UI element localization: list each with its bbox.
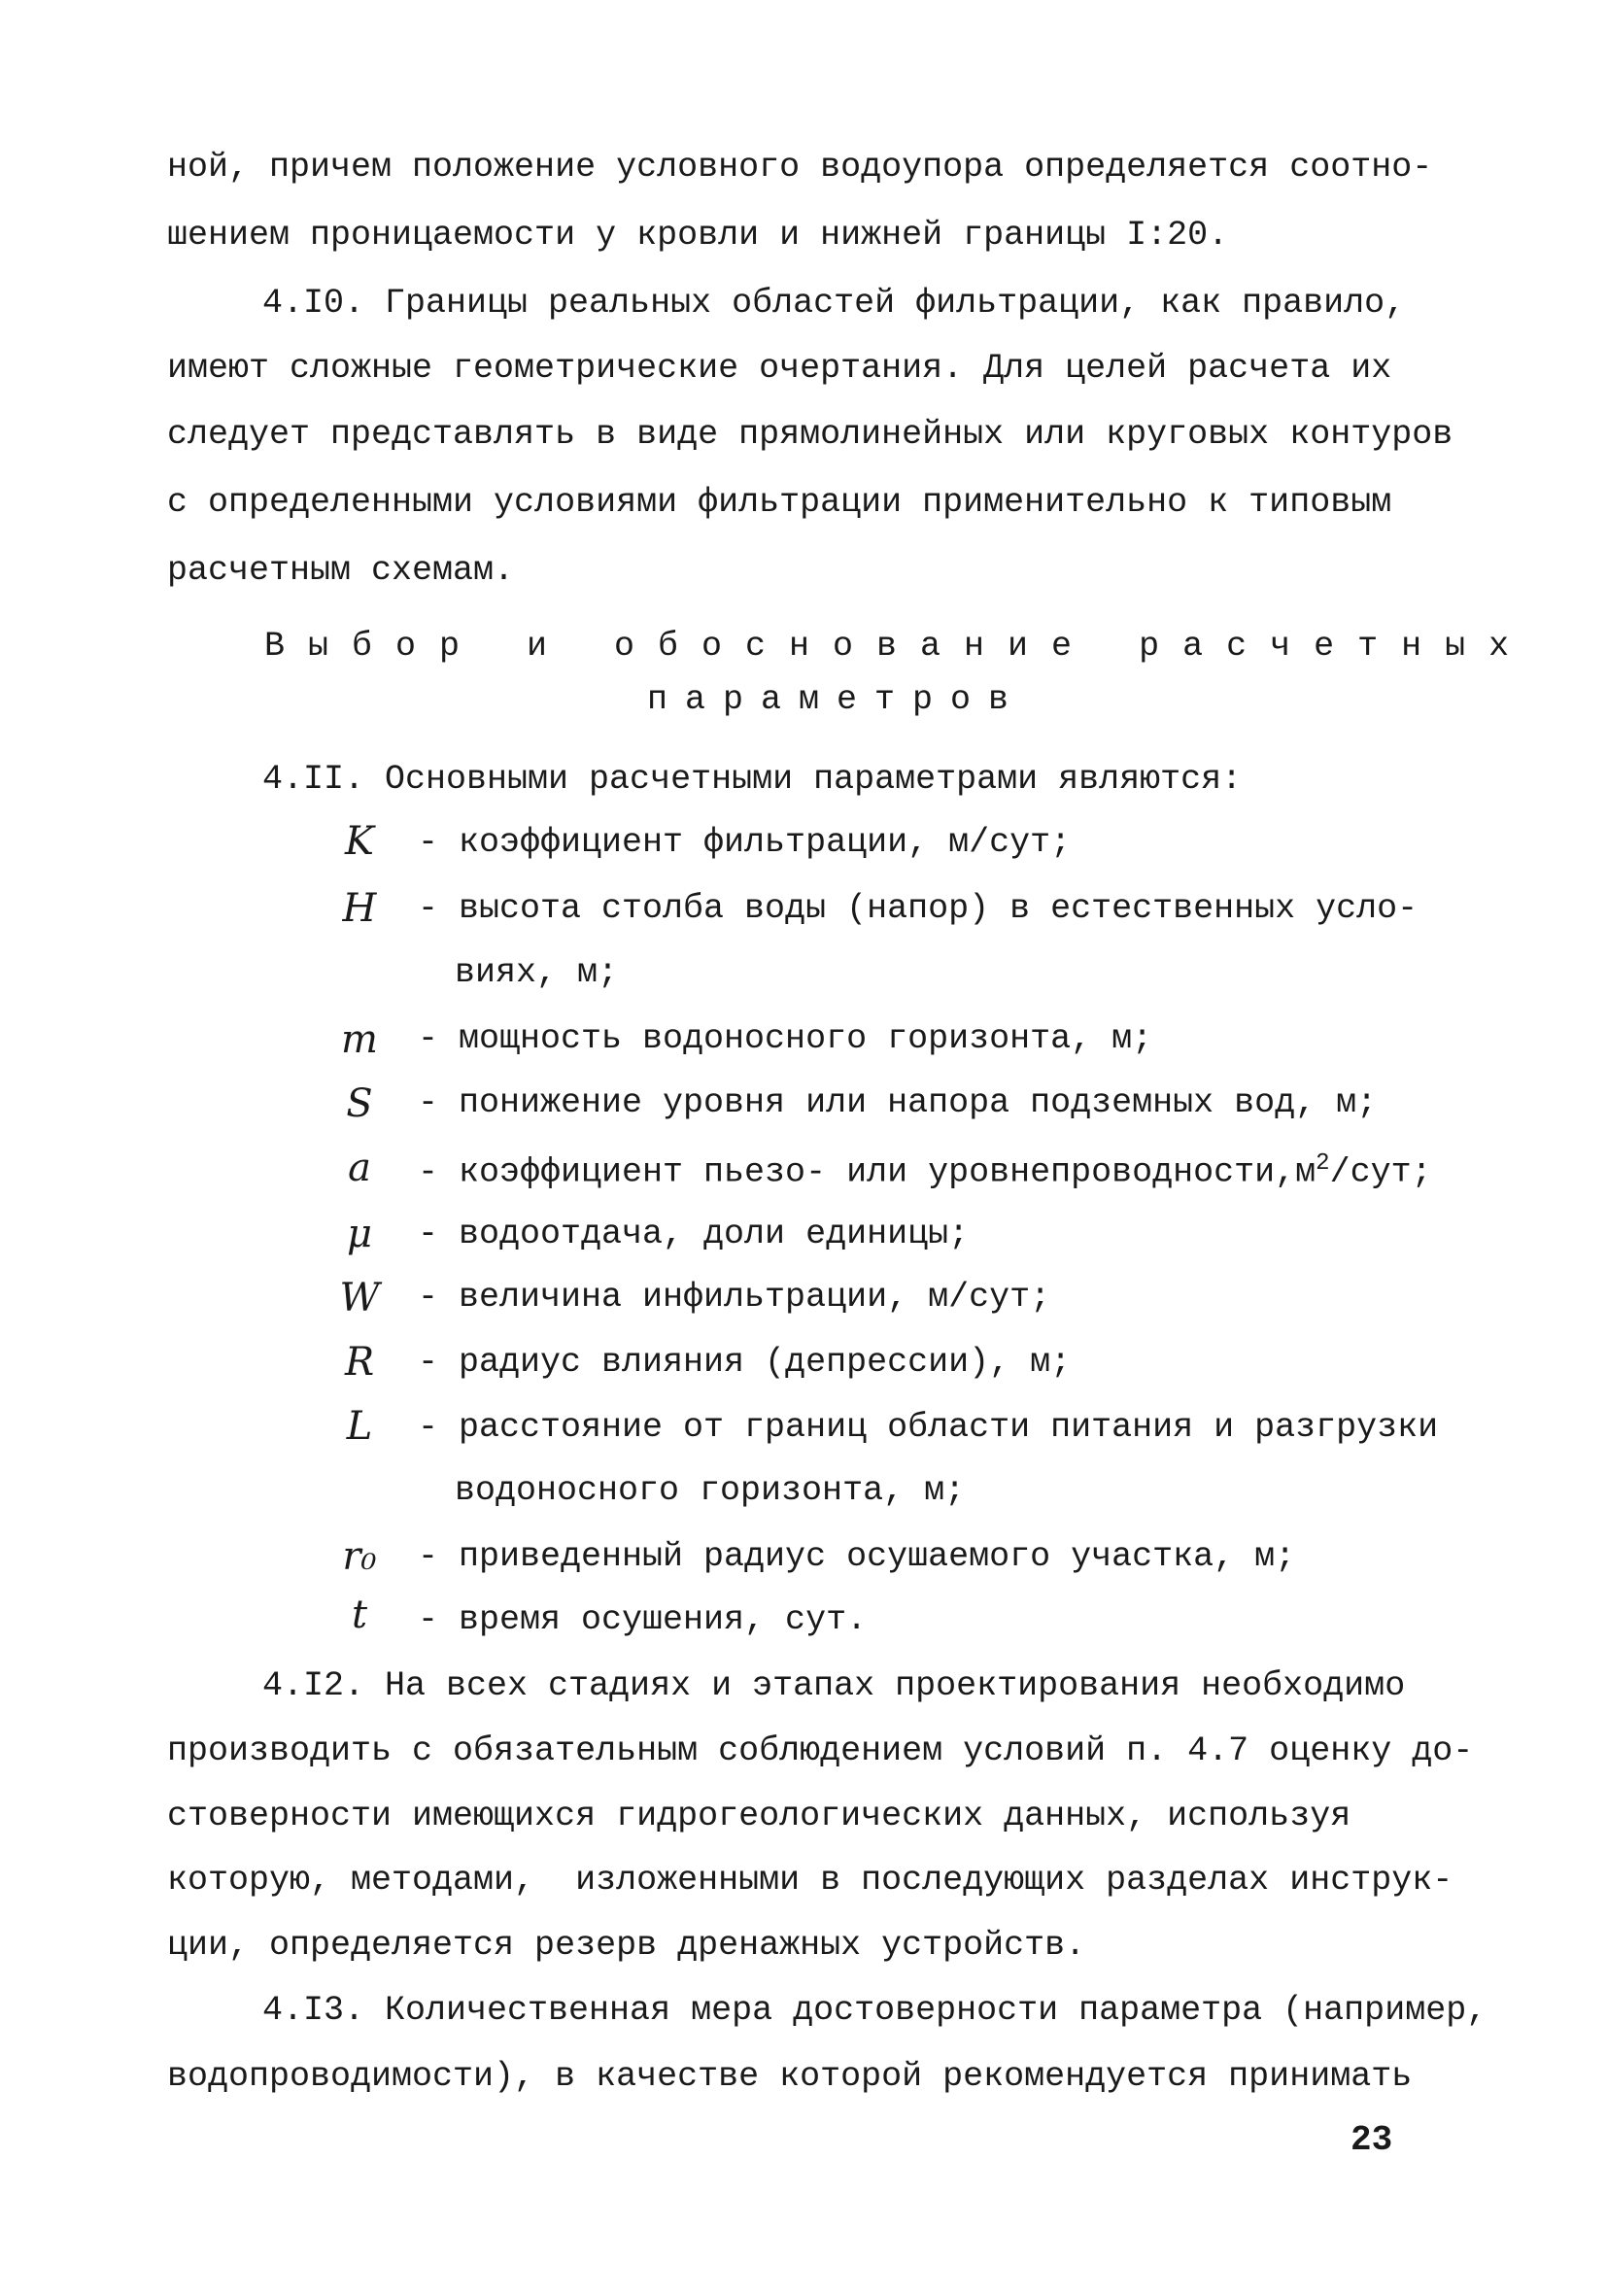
param-definition: - время осушения, сут. — [418, 1600, 868, 1639]
page-number: 23 — [1351, 2120, 1393, 2160]
param-definition: - мощность водоносного горизонта, м; — [418, 1019, 1153, 1058]
paragraph-4-12-line: 4.I2. На всех стадиях и этапах проектирования необходимо — [262, 1666, 1406, 1705]
paragraph-4-12-line: которую, методами, изложенными в последующих разделах инструк- — [167, 1861, 1453, 1900]
paragraph-4-11: 4.II. Основными расчетными параметрами являются: — [262, 760, 1243, 799]
superscript: 2 — [1316, 1150, 1330, 1177]
param-symbol: μ — [347, 1212, 372, 1256]
param-definition: - величина инфильтрации, м/сут; — [418, 1278, 1051, 1317]
paragraph-4-12-line: ции, определяется резерв дренажных устройств. — [167, 1926, 1086, 1965]
param-symbol: r₀ — [342, 1534, 377, 1579]
param-definition — [418, 1152, 1432, 1190]
param-symbol: a — [348, 1146, 371, 1190]
paragraph-4-10-line: имеют сложные геометрические очертания. Для целей расчета их — [167, 349, 1392, 388]
section-heading-continuation: параметров — [647, 680, 1027, 719]
param-symbol: W — [339, 1276, 380, 1320]
param-symbol: L — [346, 1404, 373, 1449]
paragraph-4-10-line: следует представлять в виде прямолинейных или круговых контуров — [167, 415, 1453, 454]
param-definition-text: - коэффициент пьезо- или уровнепроводности,м — [418, 1152, 1316, 1192]
paragraph-4-10-line: расчетным схемам. — [167, 551, 515, 590]
param-definition: - высота столба воды (напор) в естественных усло- — [418, 889, 1419, 928]
param-symbol: R — [344, 1340, 375, 1385]
param-symbol: S — [346, 1081, 373, 1126]
param-symbol: m — [341, 1017, 378, 1062]
section-heading: Выбор и обоснование расчетных — [264, 627, 1533, 666]
paragraph-4-13-line: водопроводимости), в качестве которой рекомендуется принимать — [167, 2057, 1413, 2096]
paragraph-4-13-line: 4.I3. Количественная мера достоверности параметра (например, — [262, 1991, 1487, 2030]
paragraph-4-10-line: с определенными условиями фильтрации применительно к типовым — [167, 483, 1392, 522]
param-definition-continuation: виях, м; — [455, 953, 619, 992]
paragraph-4-12-line: стоверности имеющихся гидрогеологических данных, используя — [167, 1797, 1351, 1835]
paragraph-4-12-line: производить с обязательным соблюдением условий п. 4.7 оценку до- — [167, 1731, 1474, 1770]
param-definition: - радиус влияния (депрессии), м; — [418, 1343, 1072, 1382]
param-definition: - приведенный радиус осушаемого участка, м; — [418, 1537, 1296, 1576]
param-definition: - расстояние от границ области питания и разгрузки — [418, 1408, 1439, 1447]
param-symbol: K — [345, 819, 374, 864]
param-symbol: t — [351, 1593, 368, 1637]
param-symbol: H — [342, 886, 377, 931]
paragraph-4-10-line: 4.I0. Границы реальных областей фильтрации, как правило, — [262, 284, 1406, 323]
paragraph-intro-line: ной, причем положение условного водоупора определяется соотно- — [167, 148, 1433, 187]
param-definition-tail: /сут; — [1329, 1152, 1432, 1192]
param-definition-continuation: водоносного горизонта, м; — [455, 1471, 966, 1510]
param-definition: - водоотдача, доли единицы; — [418, 1215, 970, 1253]
paragraph-intro-line: шением проницаемости у кровли и нижней границы I:20. — [167, 216, 1229, 255]
param-definition: - коэффициент фильтрации, м/сут; — [418, 823, 1072, 862]
param-definition: - понижение уровня или напора подземных вод, м; — [418, 1083, 1378, 1122]
